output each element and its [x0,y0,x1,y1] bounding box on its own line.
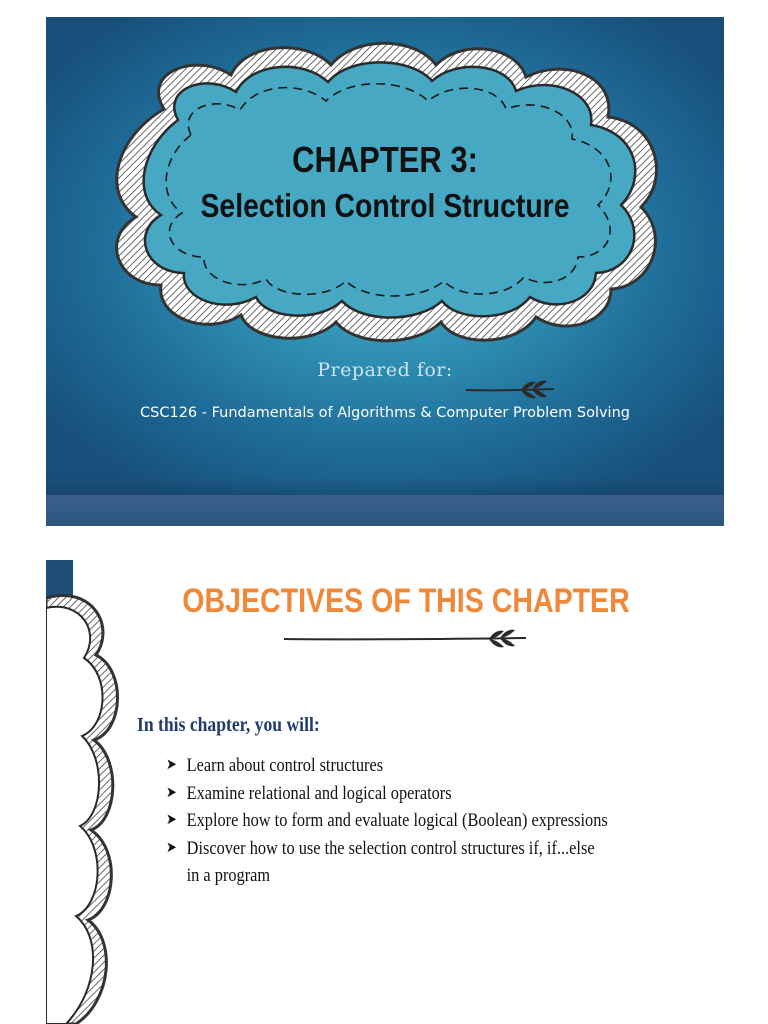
list-item: ➤ Discover how to use the selection control structures if, if...else in a program [166,835,608,890]
title-slide [46,17,724,526]
objectives-title: OBJECTIVES OF THIS CHAPTER [182,582,630,620]
list-item: ➤ Examine relational and logical operators [166,780,608,808]
objectives-list [166,752,680,890]
course-name: CSC126 - Fundamentals of Algorithms & Computer Problem Solving [140,405,630,421]
arrowhead-bullet-icon: ➤ [166,757,177,773]
intro-heading: In this chapter, you will: [137,714,320,736]
sprig-icon [284,628,528,650]
list-item: ➤ Explore how to form and evaluate logical (Boolean) expressions [166,807,608,835]
prepared-for-label: Prepared for: [317,359,453,381]
arrowhead-bullet-icon: ➤ [166,839,177,856]
side-cloud-icon [46,560,126,1024]
objectives-slide [46,560,724,1024]
list-item: ➤ Learn about control structures [166,752,608,780]
arrowhead-bullet-icon: ➤ [166,812,177,828]
chapter-subtitle: Selection Control Structure [200,187,570,224]
arrowhead-bullet-icon: ➤ [166,784,177,801]
chapter-title: CHAPTER 3: [292,139,478,180]
cloud-frame-icon [46,17,724,526]
sprig-icon [466,379,556,401]
